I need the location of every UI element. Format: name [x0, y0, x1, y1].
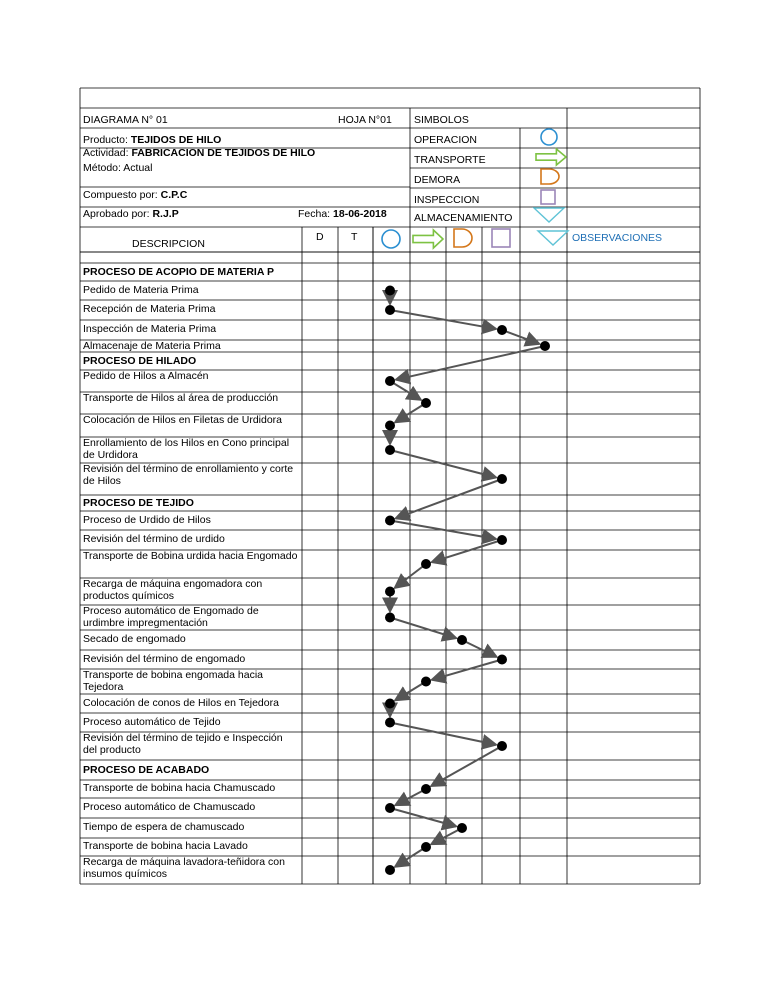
- section-heading: PROCESO DE HILADO: [83, 355, 197, 367]
- flow-point-dot: [497, 655, 507, 665]
- flow-point-dot: [385, 718, 395, 728]
- column-observations: OBSERVACIONES: [572, 232, 663, 244]
- activity-row: Pedido de Materia Prima: [83, 283, 199, 296]
- flow-point-dot: [385, 421, 395, 431]
- flow-connector: [395, 847, 426, 867]
- column-inspection-icon: [492, 229, 510, 247]
- flow-point-dot: [385, 305, 395, 315]
- date-value: 18-06-2018: [333, 208, 387, 220]
- legend-inspection: INSPECCION: [414, 194, 480, 206]
- flow-connector: [390, 310, 496, 329]
- column-operation-icon: [382, 230, 400, 248]
- date-field: [298, 208, 387, 220]
- flow-point-dot: [385, 803, 395, 813]
- flow-connector: [395, 789, 426, 805]
- flow-point-dot: [385, 516, 395, 526]
- flow-point-dot: [457, 635, 467, 645]
- activity-row: Proceso de Urdido de Hilos: [83, 513, 211, 526]
- flow-point-dot: [421, 677, 431, 687]
- activity-field: [83, 147, 315, 159]
- flow-connector: [432, 540, 502, 562]
- activity-row: Recarga de máquina engomadora con productos químicos: [83, 578, 263, 602]
- flow-point-dot: [421, 559, 431, 569]
- delay-d-icon: [541, 169, 559, 184]
- product-label: Producto:: [83, 134, 131, 146]
- flow-point-dot: [421, 398, 431, 408]
- activity-row: Recarga de máquina lavadora-teñidora con insumos químicos: [83, 856, 285, 880]
- flow-point-dot: [385, 587, 395, 597]
- legend-operation: OPERACION: [414, 134, 478, 146]
- activity-row: Colocación de conos de Hilos en Tejedora: [83, 696, 279, 709]
- activity-row: Revisión del término de engomado: [83, 652, 246, 665]
- activity-row: Transporte de bobina engomada hacia Tejedora: [83, 669, 263, 693]
- flow-connector: [431, 828, 462, 844]
- flow-point-dot: [385, 445, 395, 455]
- activity-row: Secado de engomado: [83, 633, 186, 645]
- activity-row: Transporte de bobina hacia Lavado: [83, 840, 248, 852]
- legend-delay: DEMORA: [414, 174, 461, 186]
- column-description: DESCRIPCION: [132, 238, 205, 250]
- activity-row: Tiempo de espera de chamuscado: [83, 821, 245, 833]
- activity-row: Transporte de bobina hacia Chamuscado: [83, 782, 276, 794]
- date-label: Fecha:: [298, 208, 334, 220]
- activity-label: Actividad:: [83, 147, 132, 159]
- flow-point-dot: [385, 699, 395, 709]
- product-value: TEJIDOS DE HILO: [130, 134, 222, 146]
- activity-row: Inspección de Materia Prima: [83, 323, 217, 335]
- approved-field: [83, 208, 179, 220]
- activity-row: Revisión del término de tejido e Inspección del producto: [83, 732, 283, 756]
- product-field: [83, 134, 221, 146]
- composed-label: Compuesto por:: [83, 189, 161, 201]
- inspection-square-icon: [541, 190, 555, 204]
- legend-storage: ALMACENAMIENTO: [414, 212, 513, 224]
- flow-connector: [390, 723, 496, 745]
- flow-point-dot: [385, 613, 395, 623]
- activity-value: FABRICACION DE TEJIDOS DE HILO: [131, 147, 316, 159]
- method-field: Método: Actual: [83, 162, 153, 174]
- flow-point-dot: [497, 535, 507, 545]
- activity-row: Almacenaje de Materia Prima: [83, 340, 221, 352]
- activity-row: Proceso automático de Engomado de urdimbre impregmentación: [83, 605, 259, 629]
- transport-arrow-icon: [536, 149, 566, 165]
- approved-label: Aprobado por:: [83, 208, 153, 220]
- flow-connector: [395, 682, 426, 701]
- flow-connector: [390, 381, 421, 400]
- flow-point-dot: [457, 823, 467, 833]
- activity-row: Proceso automático de Chamuscado: [83, 801, 256, 813]
- activity-row: Revisión del término de urdido: [83, 533, 225, 545]
- activity-row: Revisión del término de enrollamiento y corte de Hilos: [83, 463, 294, 487]
- flow-point-dot: [497, 325, 507, 335]
- column-delay-icon: [454, 229, 472, 247]
- activity-row: Recepción de Materia Prima: [83, 303, 216, 315]
- flow-point-dot: [421, 842, 431, 852]
- storage-triangle-icon: [534, 208, 564, 222]
- column-t: T: [351, 231, 358, 243]
- flow-connector: [395, 403, 426, 422]
- operation-icon: [541, 129, 557, 145]
- section-heading: PROCESO DE ACABADO: [83, 764, 210, 776]
- activity-row: Proceso automático de Tejido: [83, 715, 221, 728]
- activity-row: Transporte de Hilos al área de producción: [83, 392, 279, 404]
- flow-connector: [462, 640, 497, 657]
- activity-row: Pedido de Hilos a Almacén: [83, 370, 209, 382]
- flow-point-dot: [497, 741, 507, 751]
- approved-value: R.J.P: [152, 208, 179, 220]
- sheet-number: HOJA N°01: [338, 114, 392, 126]
- flow-point-dot: [385, 376, 395, 386]
- flow-connector: [390, 450, 496, 477]
- composed-field: [83, 189, 187, 201]
- section-heading: PROCESO DE ACOPIO DE MATERIA P: [83, 266, 274, 278]
- flow-connector: [502, 330, 539, 344]
- flow-point-dot: [497, 474, 507, 484]
- flow-point-dot: [540, 341, 550, 351]
- diagram-number: DIAGRAMA N° 01: [83, 114, 168, 126]
- legend-transport: TRANSPORTE: [414, 154, 486, 166]
- activity-row: Enrollamiento de los Hilos en Cono principal de Urdidora: [83, 437, 290, 461]
- column-transport-icon: [413, 230, 443, 248]
- symbols-title: SIMBOLOS: [414, 114, 469, 126]
- flow-point-dot: [421, 784, 431, 794]
- composed-value: C.P.C: [160, 189, 188, 201]
- flow-point-dot: [385, 286, 395, 296]
- flow-connector: [396, 479, 502, 518]
- flow-point-dot: [385, 865, 395, 875]
- flow-connector: [432, 660, 502, 680]
- column-d: D: [316, 231, 324, 243]
- column-storage-icon: [538, 231, 568, 245]
- flow-connector: [396, 346, 545, 380]
- section-heading: PROCESO DE TEJIDO: [83, 497, 194, 509]
- activity-row: Transporte de Bobina urdida hacia Engomado: [83, 550, 298, 562]
- activity-row: Colocación de Hilos en Filetas de Urdidora: [83, 414, 283, 426]
